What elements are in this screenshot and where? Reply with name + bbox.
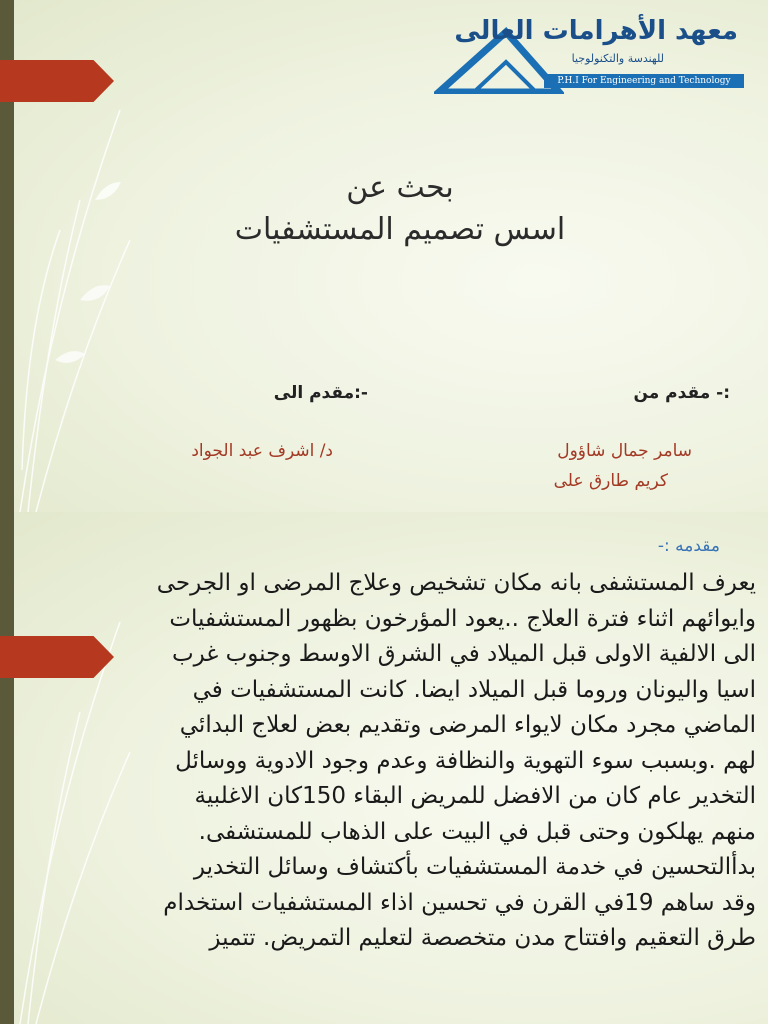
presented-to-label: -:مقدم الى <box>273 383 368 403</box>
intro-body-text <box>56 566 756 957</box>
body-line: منهم يهلكون وحتى قبل في البيت على الذهاب للمستشفى. <box>198 818 756 845</box>
intro-slide <box>0 512 768 1024</box>
logo-english-name: P.H.I For Engineering and Technology <box>544 74 744 88</box>
body-line: يعرف المستشفى بانه مكان تشخيص وعلاج المرضى او الجرحى <box>156 570 756 596</box>
presenter-name-1: سامر جمال شاؤول <box>557 441 692 461</box>
logo-arabic-subtitle: للهندسة والتكنولوجيا <box>571 52 664 65</box>
intro-heading: مقدمه :- <box>657 536 720 556</box>
logo-arabic-name: معهد الأهرامات العالى <box>454 16 738 46</box>
supervisor-name: د/ اشرف عبد الجواد <box>191 441 333 461</box>
body-line: التخدير عام كان من الافضل للمريض البقاء 150كان الاغلبية <box>194 783 756 809</box>
body-line: الماضي مجرد مكان لايواء المرضى وتقديم بعض لعلاج البدائي <box>179 712 756 738</box>
presented-by-label: :- مقدم من <box>633 383 730 403</box>
red-arrow-tab <box>0 60 114 102</box>
body-line: طرق التعقيم وافتتاح مدن متخصصة لتعليم التمريض. تتميز <box>209 925 756 951</box>
body-line: لهم .وبسبب سوء التهوية والنظافة وعدم وجود الادوية ووسائل <box>175 747 756 774</box>
title-line-2: اسس تصميم المستشفيات <box>234 212 566 247</box>
presenter-name-2: كريم طارق على <box>553 471 668 491</box>
body-line: اسيا واليونان وروما قبل الميلاد ايضا. كانت المستشفيات في <box>192 676 756 703</box>
body-line: بدأالتحسين في خدمة المستشفيات بأكتشاف وسائل التخدير <box>193 854 756 880</box>
institute-logo <box>434 14 744 94</box>
title-line-1: بحث عن <box>346 170 454 205</box>
body-line: الى الالفية الاولى قبل الميلاد في الشرق الاوسط وجنوب غرب <box>171 641 756 667</box>
body-line: وايوائهم اثناء فترة العلاج ..يعود المؤرخون بظهور المستشفيات <box>169 605 756 632</box>
body-line: وقد ساهم 19في القرن في تحسين اذاء المستشفيات استخدام <box>163 889 756 916</box>
